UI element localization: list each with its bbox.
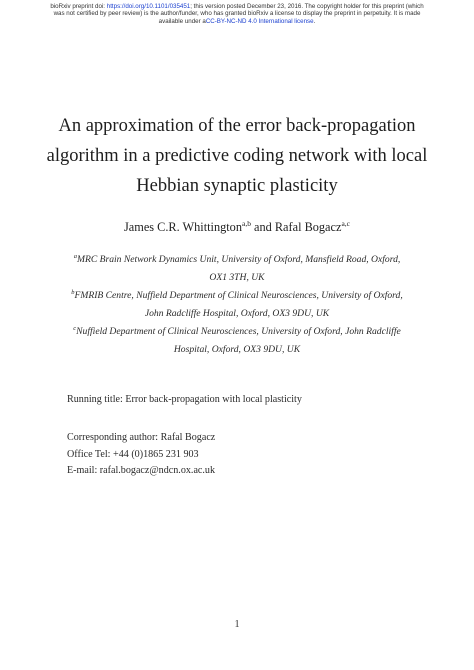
header-line-1-prefix: bioRxiv preprint doi: bbox=[50, 3, 107, 10]
paper-title bbox=[30, 111, 444, 201]
header-line-1 bbox=[20, 3, 454, 10]
affiliation-text: Nuffield Department of Clinical Neurosciences, University of Oxford, John Radcliffe bbox=[76, 326, 401, 337]
preprint-header bbox=[20, 3, 454, 25]
affiliation-text: MRC Brain Network Dynamics Unit, University of Oxford, Mansfield Road, Oxford, bbox=[76, 254, 401, 265]
header-line-1-suffix: ; this version posted December 23, 2016. The copyright holder for this preprint (which bbox=[190, 3, 424, 10]
affiliation-line bbox=[60, 248, 414, 269]
affiliation-line: John Radcliffe Hospital, Oxford, OX3 9DU, UK bbox=[144, 308, 330, 319]
running-title: Running title: Error back-propagation with local plasticity bbox=[67, 394, 302, 405]
header-line-2: was not certified by peer review) is the author/funder, who has granted bioRxiv a license to display the preprint in perpetuity. It is made bbox=[53, 10, 421, 18]
affiliation-line: Hospital, Oxford, OX3 9DU, UK bbox=[173, 344, 301, 355]
title-line-1: An approximation of the error back-propagation bbox=[58, 116, 416, 136]
affiliation-a bbox=[60, 248, 414, 287]
author-affiliation-marker: a,c bbox=[341, 219, 350, 228]
email: E-mail: rafal.bogacz@ndcn.ox.ac.uk bbox=[67, 465, 216, 476]
affiliation-marker: c bbox=[73, 325, 77, 332]
author-name: Rafal Bogacz bbox=[274, 220, 342, 234]
page-number: 1 bbox=[234, 619, 240, 630]
office-tel: Office Tel: +44 (0)1865 231 903 bbox=[67, 448, 199, 460]
license-link[interactable]: CC-BY-NC-ND 4.0 International license bbox=[205, 17, 314, 25]
author-name: James C.R. Whittington bbox=[124, 220, 242, 234]
affiliation-marker: a bbox=[73, 253, 77, 260]
title-line-3: Hebbian synaptic plasticity bbox=[136, 176, 338, 196]
affiliation-line: OX1 3TH, UK bbox=[209, 272, 265, 283]
header-line-3 bbox=[20, 18, 454, 25]
doi-link[interactable]: https://doi.org/10.1101/035451 bbox=[106, 3, 191, 10]
author-list bbox=[30, 216, 444, 235]
affiliation-line bbox=[60, 284, 414, 305]
affiliation-line bbox=[60, 320, 414, 341]
title-line-2: algorithm in a predictive coding network with local bbox=[46, 146, 428, 166]
corresponding-author: Corresponding author: Rafal Bogacz bbox=[67, 432, 216, 443]
header-line-3-prefix: available under a bbox=[158, 17, 206, 25]
header-line-3-suffix: . bbox=[313, 17, 316, 25]
affiliation-text: FMRIB Centre, Nuffield Department of Clinical Neurosciences, University of Oxford, bbox=[74, 290, 403, 301]
affiliation-marker: b bbox=[71, 289, 75, 296]
affiliation-b bbox=[60, 284, 414, 323]
correspondence-block bbox=[67, 430, 215, 480]
author-affiliation-marker: a,b bbox=[241, 219, 251, 228]
author-joiner: and bbox=[250, 220, 275, 234]
affiliation-c bbox=[60, 320, 414, 359]
